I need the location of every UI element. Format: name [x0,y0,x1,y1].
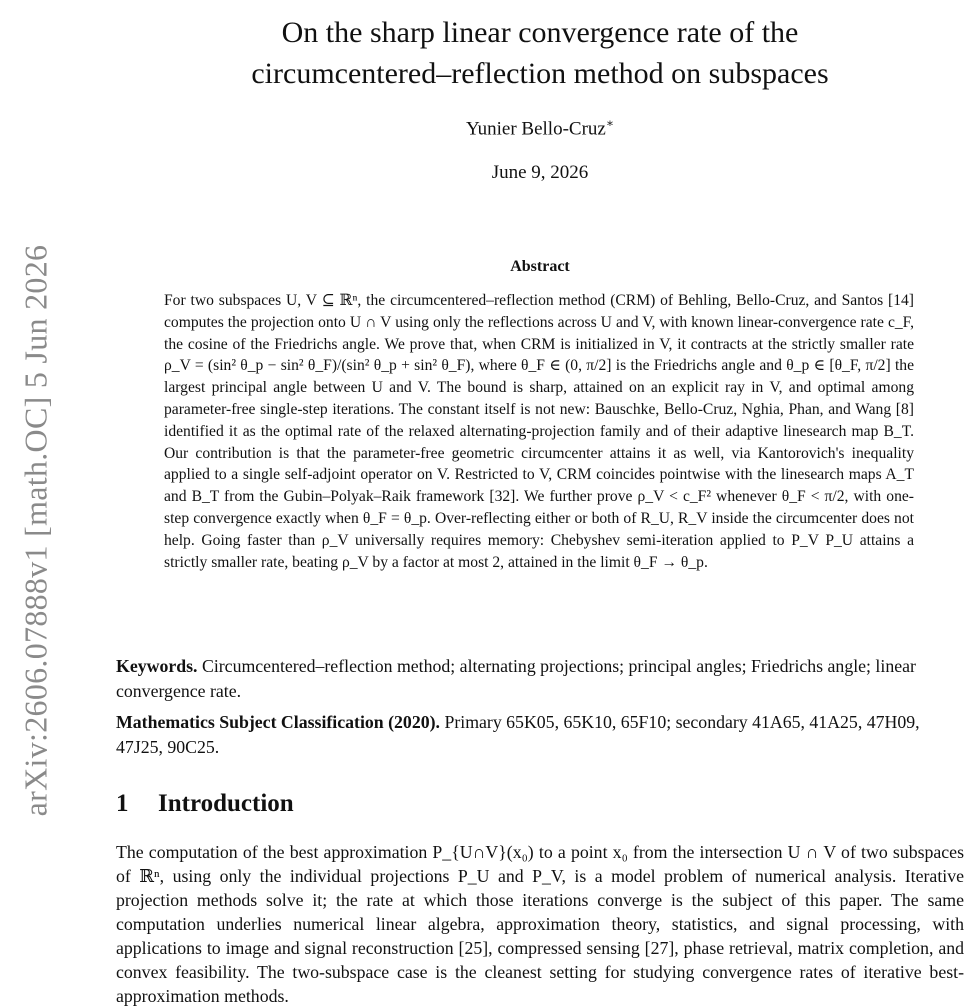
keywords-paragraph [116,654,964,704]
keywords-text: Circumcentered–reflection method; alternating projections; principal angles; Friedrichs angle; linear convergence rate. [116,656,916,701]
paper-title-line-2: circumcentered–reflection method on subspaces [251,57,829,90]
keywords-label: Keywords. [116,656,198,676]
msc-paragraph [116,710,964,760]
introduction-paragraph: The computation of the best approximation P_{U∩V}(x₀) to a point x₀ from the intersection U ∩ V of two subspaces of ℝⁿ, using only the individual projections P_U and P_V, is a model problem of numerical analysis. Iterative projection methods solve it; the rate at which those iterations converge is the subject of this paper. The same computation underlies numerical linear algebra, approximation theory, statistics, and signal processing, with applications to image and signal reconstruction [25], compressed sensing [27], phase retrieval, matrix completion, and convex feasibility. The two-subspace case is the cleanest setting for studying convergence rates of iterative best-approximation methods. [116,842,964,1006]
paper-date: June 9, 2026 [491,162,589,183]
author-footnote-mark: ∗ [605,116,614,130]
abstract-heading: Abstract [510,258,570,275]
msc-label: Mathematics Subject Classification (2020). [116,712,440,732]
section-number: 1 [116,790,129,817]
msc-text: Primary 65K05, 65K10, 65F10; secondary 41A65, 41A25, 47H09, 47J25, 90C25. [116,712,920,757]
author-line [116,116,964,140]
author-name: Yunier Bello-Cruz [466,118,606,140]
arxiv-identifier-stamp [10,195,62,865]
section-heading-introduction [116,790,294,818]
abstract-body: For two subspaces U, V ⊆ ℝⁿ, the circumcentered–reflection method (CRM) of Behling, Bello-Cruz, and Santos [14] computes the projection onto U ∩ V using only the reflections across U and V, with known linear-convergence rate c_F, the cosine of the Friedrichs angle. We prove that, when CRM is initialized in V, it contracts at the strictly smaller rate ρ_V = (sin² θ_p − sin² θ_F)/(sin² θ_p + sin² θ_F), where θ_F ∈ (0, π/2] is the Friedrichs angle and θ_p ∈ [θ_F, π/2] the largest principal angle between U and V. The bound is sharp, attained on an explicit ray in V, and optimal among parameter-free single-step iterations. The constant itself is not new: Bauschke, Bello-Cruz, Nghia, Phan, and Wang [8] identified it as the optimal rate of the relaxed alternating-projection family and of their adaptive linesearch map B_T. Our contribution is that the parameter-free geometric circumcenter attains it as well, via Kantorovich's inequality applied to a single self-adjoint operator on V. Restricted to V, CRM coincides pointwise with the linesearch maps A_T and B_T from the Gubin–Polyak–Raik framework [32]. We further prove ρ_V < c_F² whenever θ_F < π/2, with one-step convergence exactly when θ_F = θ_p. Over-reflecting either or both of R_U, R_V inside the circumcenter does not help. Going faster than ρ_V universally requires memory: Chebyshev semi-iteration applied to P_V P_U attains a strictly smaller rate, beating ρ_V by a factor at most 2, attained in the limit θ_F → θ_p. [164,292,914,571]
paper-title-line-1: On the sharp linear convergence rate of the [281,16,799,49]
section-title: Introduction [158,790,294,817]
arxiv-identifier-text: arXiv:2606.07888v1 [math.OC] 5 Jun 2026 [17,244,54,816]
paper-title [116,12,964,94]
